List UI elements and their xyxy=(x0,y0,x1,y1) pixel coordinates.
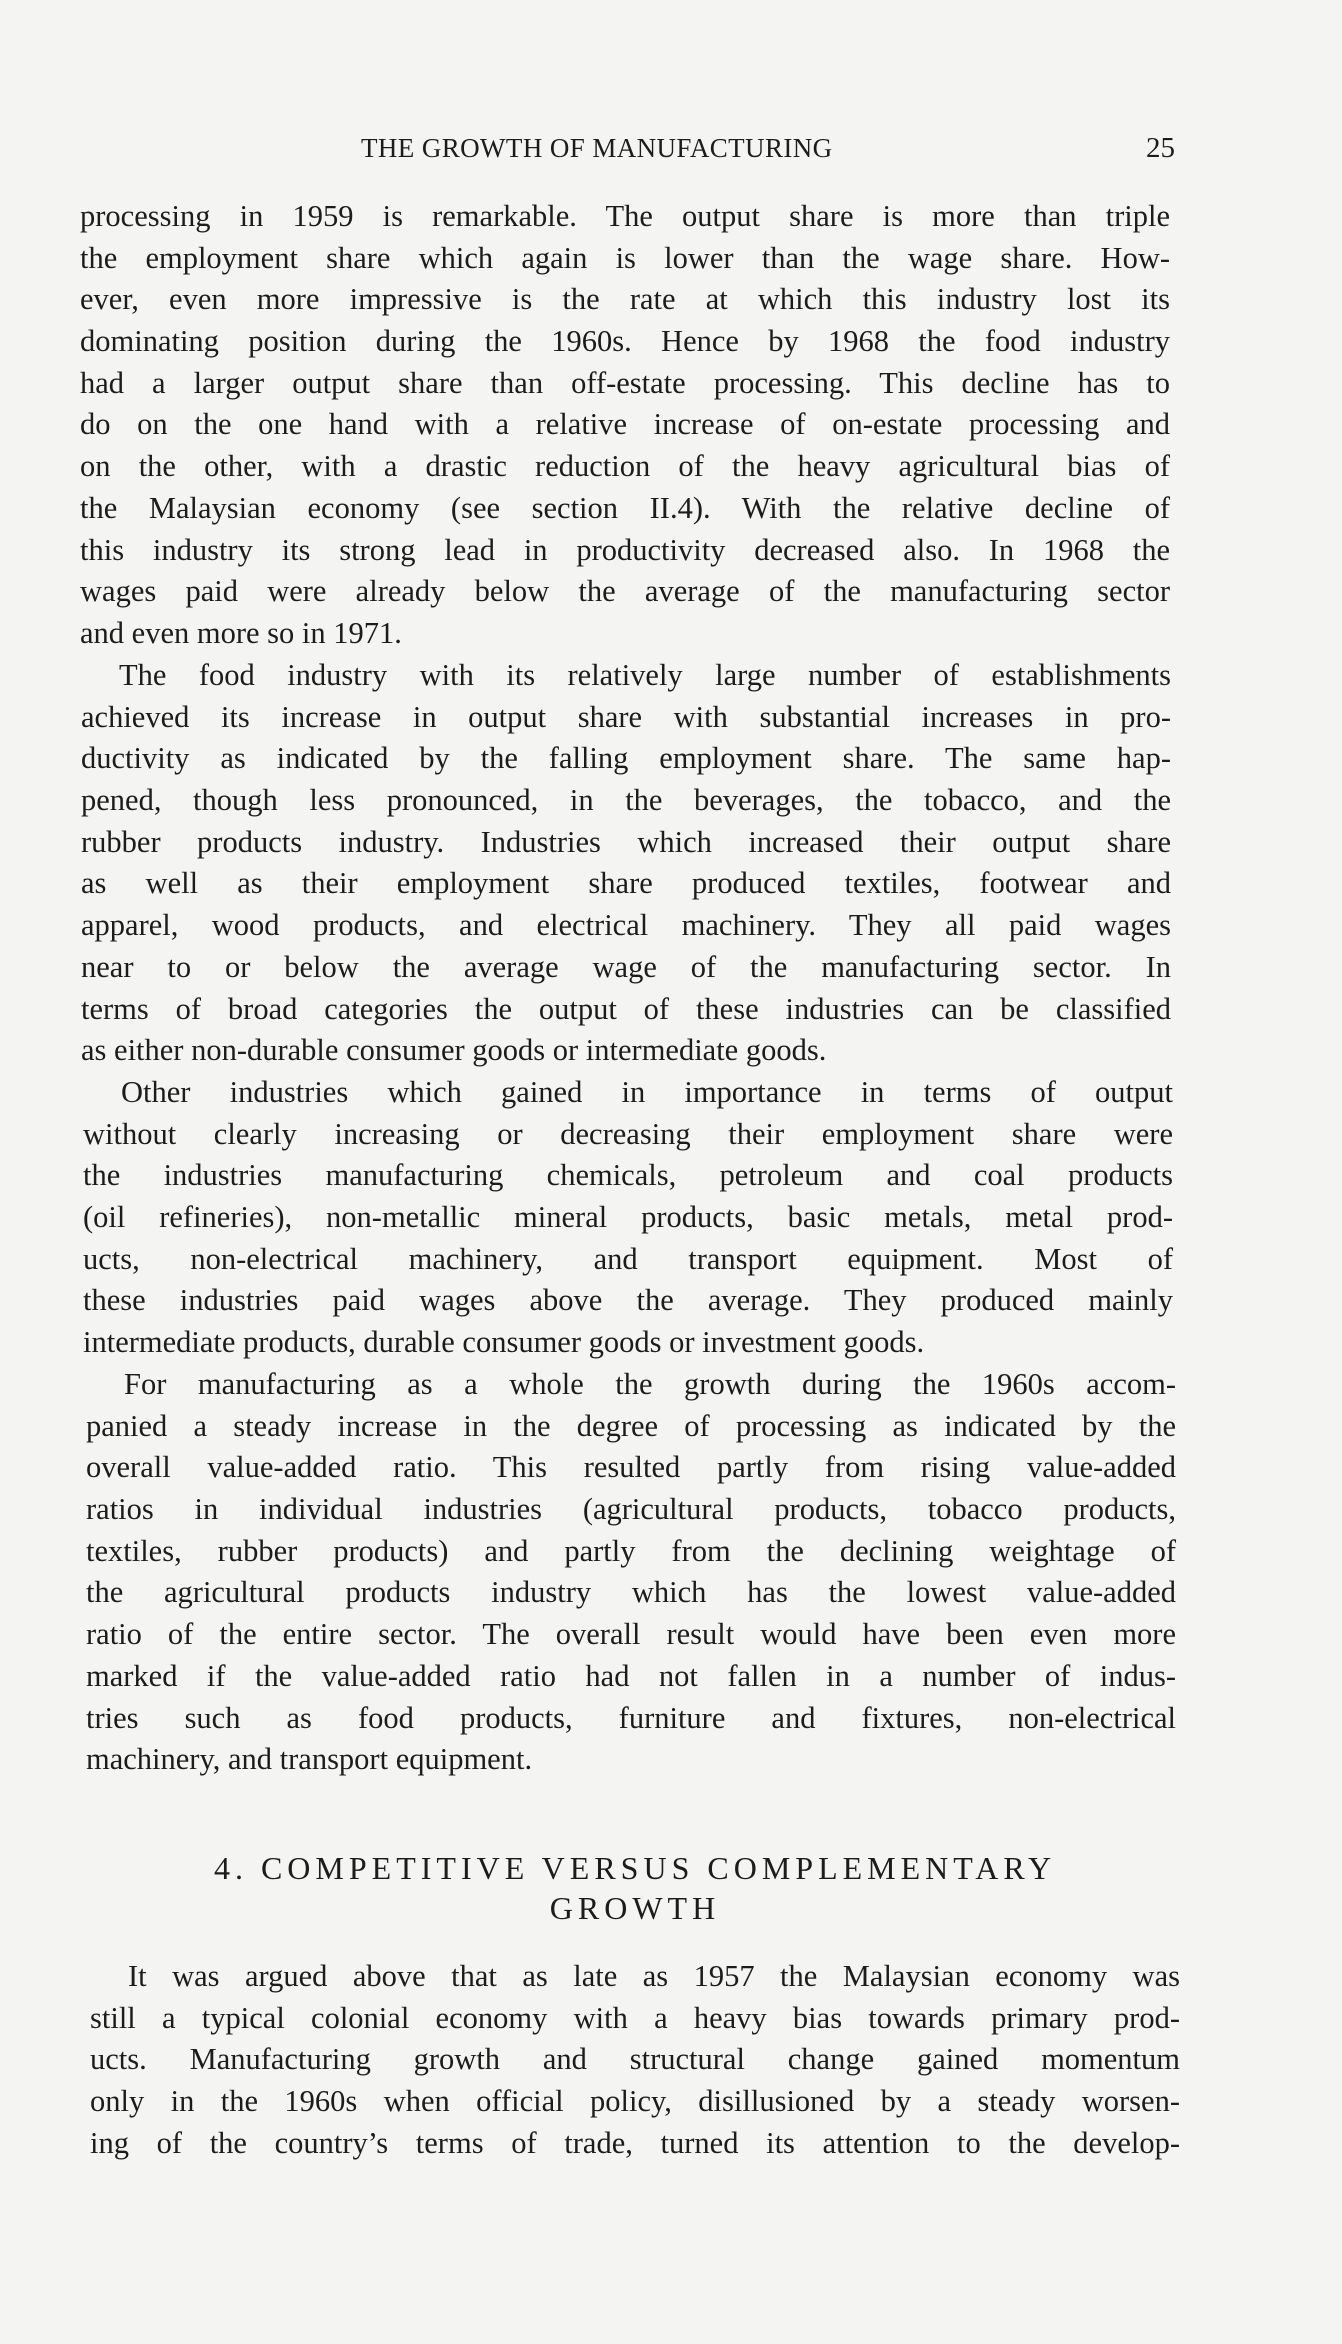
text-line: without clearly increasing or decreasing their employment share were xyxy=(83,1116,1173,1151)
text-line: ever, even more impressive is the rate at which this industry lost its xyxy=(80,282,1170,317)
text-line: ratios in individual industries (agricultural products, tobacco products, xyxy=(86,1492,1176,1527)
text-line: machinery, and transport equipment. xyxy=(86,1742,533,1777)
page-number: 25 xyxy=(1146,132,1175,164)
paragraph-2 xyxy=(81,655,1171,1072)
text-line: marked if the value-added ratio had not fallen in a number of indus- xyxy=(86,1658,1176,1693)
text-line: ucts, non-electrical machinery, and transport equipment. Most of xyxy=(83,1241,1173,1276)
text-line: dominating position during the 1960s. Hence by 1968 the food industry xyxy=(80,324,1170,359)
paragraph-3 xyxy=(83,1072,1173,1364)
text-line: panied a steady increase in the degree of processing as indicated by the xyxy=(86,1408,1176,1443)
text-line: terms of broad categories the output of these industries can be classified xyxy=(81,991,1171,1026)
section-heading xyxy=(90,1848,1180,1928)
text-line: near to or below the average wage of the manufacturing sector. In xyxy=(81,949,1171,984)
section-heading-line-1: 4. COMPETITIVE VERSUS COMPLEMENTARY xyxy=(213,1850,1057,1886)
text-line: rubber products industry. Industries which increased their output share xyxy=(81,824,1171,859)
text-line: this industry its strong lead in productivity decreased also. In 1968 the xyxy=(80,532,1170,567)
text-line: the industries manufacturing chemicals, petroleum and coal products xyxy=(83,1158,1173,1193)
running-head xyxy=(80,128,1175,168)
text-line: as either non-durable consumer goods or intermediate goods. xyxy=(81,1033,827,1068)
text-line: the employment share which again is lower than the wage share. How- xyxy=(80,240,1170,275)
text-line: ing of the country’s terms of trade, turned its attention to the develop- xyxy=(90,2125,1180,2160)
text-line: still a typical colonial economy with a heavy bias towards primary prod- xyxy=(90,2000,1180,2035)
text-line: the Malaysian economy (see section II.4). With the relative decline of xyxy=(80,490,1170,525)
text-line: processing in 1959 is remarkable. The output share is more than triple xyxy=(80,199,1170,233)
text-line: do on the one hand with a relative increase of on-estate processing and xyxy=(80,407,1170,442)
text-line: the agricultural products industry which has the lowest value-added xyxy=(86,1575,1176,1610)
section-paragraph-1 xyxy=(90,1956,1180,2164)
text-line: It was argued above that as late as 1957 the Malaysian economy was xyxy=(128,1959,1180,1993)
text-line: ucts. Manufacturing growth and structural change gained momentum xyxy=(90,2042,1180,2077)
text-line: overall value-added ratio. This resulted partly from rising value-added xyxy=(86,1450,1176,1485)
text-line: The food industry with its relatively large number of establishments xyxy=(119,658,1171,692)
section-heading-line-2: GROWTH xyxy=(549,1890,721,1926)
text-line: For manufacturing as a whole the growth during the 1960s accom- xyxy=(124,1367,1176,1401)
text-line: intermediate products, durable consumer goods or investment goods. xyxy=(83,1325,925,1360)
text-line: (oil refineries), non-metallic mineral products, basic metals, metal prod- xyxy=(83,1200,1173,1235)
text-line: on the other, with a drastic reduction of the heavy agricultural bias of xyxy=(80,449,1170,484)
text-line: achieved its increase in output share with substantial increases in pro- xyxy=(81,699,1171,734)
text-line: tries such as food products, furniture and fixtures, non-electrical xyxy=(86,1700,1176,1735)
text-line: ductivity as indicated by the falling employment share. The same hap- xyxy=(81,741,1171,776)
text-line: textiles, rubber products) and partly from the declining weightage of xyxy=(86,1533,1176,1568)
text-line: had a larger output share than off-estate processing. This decline has to xyxy=(80,365,1170,400)
text-line: these industries paid wages above the average. They produced mainly xyxy=(83,1283,1173,1318)
text-line: pened, though less pronounced, in the beverages, the tobacco, and the xyxy=(81,783,1171,818)
running-title: THE GROWTH OF MANUFACTURING xyxy=(361,133,833,163)
text-line: ratio of the entire sector. The overall result would have been even more xyxy=(86,1617,1176,1652)
text-line: and even more so in 1971. xyxy=(80,615,402,650)
text-line: wages paid were already below the average of the manufacturing sector xyxy=(80,574,1170,609)
text-line: only in the 1960s when official policy, disillusioned by a steady worsen- xyxy=(90,2084,1180,2119)
text-line: apparel, wood products, and electrical machinery. They all paid wages xyxy=(81,908,1171,943)
paragraph-1 xyxy=(80,196,1170,655)
paragraph-4 xyxy=(86,1364,1176,1781)
text-line: as well as their employment share produced textiles, footwear and xyxy=(81,866,1171,901)
text-line: Other industries which gained in importance in terms of output xyxy=(121,1075,1173,1109)
